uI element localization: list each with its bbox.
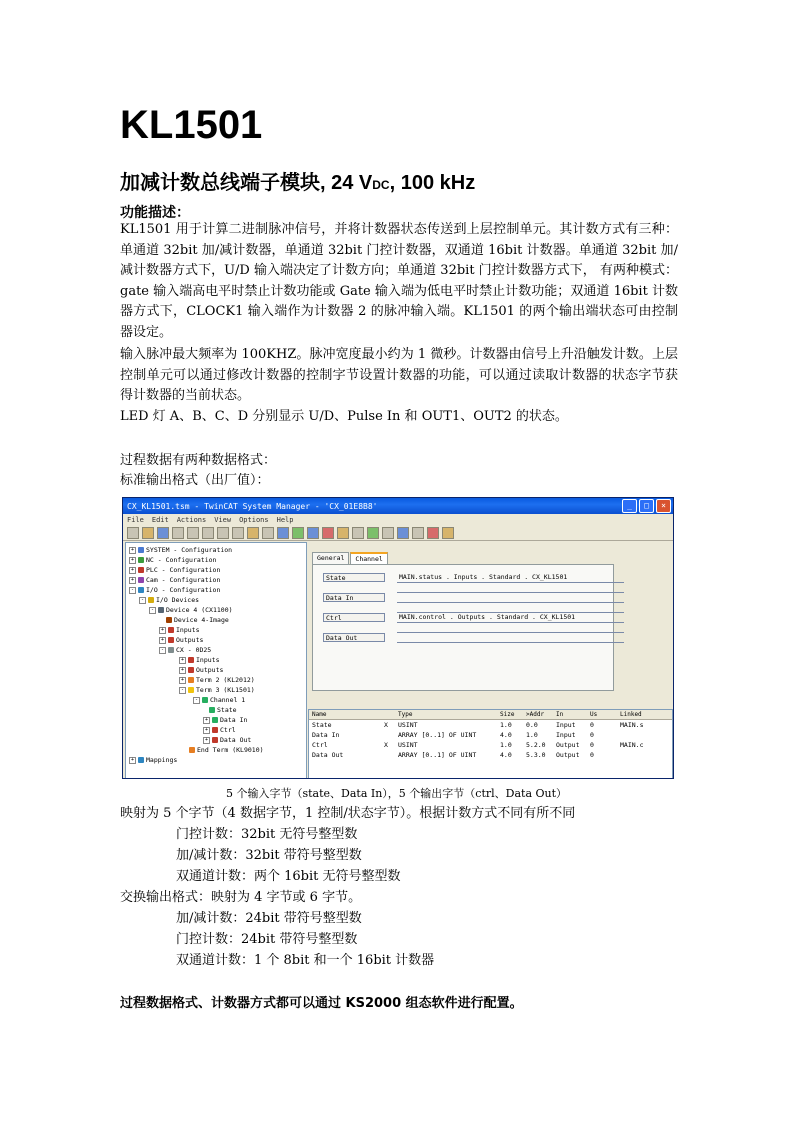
menu-actions[interactable]: Actions (176, 515, 207, 524)
data-in-link-field (397, 593, 624, 603)
column-header[interactable]: In (556, 711, 564, 718)
standard-format-label: 标准输出格式（出厂值）： (120, 473, 270, 488)
tree-item[interactable]: + Outputs (180, 666, 224, 674)
variable-list (308, 709, 673, 779)
target-icon[interactable] (352, 527, 364, 539)
tree-item[interactable]: - Channel 1 (194, 696, 246, 704)
tab-channel[interactable]: Channel (350, 552, 387, 564)
tree-item[interactable]: + Cam - Configuration (130, 576, 221, 584)
close-button[interactable]: × (656, 499, 671, 513)
table-row[interactable]: State X USINT 1.0 0.0 Input 0 MAIN.s (312, 721, 644, 729)
configuration-tree (125, 542, 307, 779)
tree-item[interactable]: + Data In (204, 716, 248, 724)
table-row[interactable]: Ctrl X USINT 1.0 5.2.0 Output 0 MAIN.c (312, 741, 644, 749)
data-out-link-field (397, 633, 624, 643)
find-icon[interactable] (247, 527, 259, 539)
print-icon[interactable] (172, 527, 184, 539)
menu-view[interactable]: View (214, 515, 232, 524)
tree-item[interactable]: - Device 4 (CX1100) (150, 606, 233, 614)
twincat-screenshot (122, 497, 674, 779)
column-header[interactable]: Type (398, 711, 413, 718)
exchange-format: 交换输出格式：映射为 4 字节或 6 字节。 (120, 890, 362, 905)
tree-item[interactable]: + PLC - Configuration (130, 566, 221, 574)
description-paragraph-1: KL1501 用于计算二进制脉冲信号，并将计数器状态传送到上层控制单元。其计数方式有三种：单通道 32bit 加/减计数器，单通道 32bit 门控计数器，双通道 16bit 计数器。单通道 32bit 加/减计数器方式下，U/D 输入端决定了计数方向；单通道 32bit 门控计数器方式下， 有两种模式：gate 输入端高电平时禁止计数功能或 Gate 输入端为低电平时禁止计数功能；双通道 16bit 计数器方式下，CLOCK1 输入端作为计数器 2 的脉冲输入端。KL1501 的两个输出端状态可由控制器设定。 (120, 222, 678, 340)
document-subtitle (120, 166, 475, 195)
check-config-icon[interactable] (292, 527, 304, 539)
state-link-field: MAIN.status . Inputs . Standard . CX_KL1501 (397, 573, 624, 583)
activate-config-icon[interactable] (307, 527, 319, 539)
tree-item[interactable]: + Inputs (180, 656, 220, 664)
std-item-gate: 门控计数：32bit 无符号整型数 (176, 827, 358, 842)
tree-item[interactable]: + SYSTEM - Configuration (130, 546, 233, 554)
tree-item[interactable]: + Data Out (204, 736, 252, 744)
property-pane (308, 542, 671, 706)
settings-icon[interactable] (412, 527, 424, 539)
exch-item-gate: 门控计数：24bit 带符号整型数 (176, 932, 358, 947)
figure-caption: 5 个输入字节（state、Data In），5 个输出字节（ctrl、Data Out） (225, 787, 568, 800)
description-paragraph-2: 输入脉冲最大频率为 100KHZ。脉冲宽度最小约为 1 微秒。计数器由信号上升沿触发计数。上层控制单元可以通过修改计数器的控制字节设置计数器的功能，可以通过读取计数器的状态字节获得计数器的当前状态。 (120, 347, 678, 403)
new-icon[interactable] (127, 527, 139, 539)
exch-item-updown: 加/减计数：24bit 带符号整型数 (176, 911, 362, 926)
exch-item-dual: 双通道计数：1 个 8bit 和一个 16bit 计数器 (176, 953, 435, 968)
document-title: KL1501 (120, 103, 263, 147)
subtitle-main: 加减计数总线端子模块, 24 V (120, 172, 373, 194)
mapping-description: 映射为 5 个字节（4 数据字节，1 控制/状态字节）。根据计数方式不同有所不同 (120, 806, 576, 821)
menu-edit[interactable]: Edit (151, 515, 169, 524)
window-titlebar (123, 498, 673, 514)
minimize-button[interactable]: _ (622, 499, 637, 513)
column-header[interactable] (384, 710, 398, 719)
zoom-icon[interactable] (397, 527, 409, 539)
tab-bar (312, 552, 389, 564)
save-icon[interactable] (157, 527, 169, 539)
function-heading: 功能描述： (120, 205, 190, 221)
tree-item[interactable]: + Mappings (130, 756, 178, 764)
ctrl-button[interactable]: Ctrl (323, 613, 385, 622)
process-data-intro: 过程数据有两种数据格式： (120, 453, 277, 468)
show-online-icon[interactable] (382, 527, 394, 539)
state-link-field-2 (397, 583, 624, 593)
configuration-note: 过程数据格式、计数器方式都可以通过 KS2000 组态软件进行配置。 (120, 996, 523, 1011)
menu-file[interactable]: File (127, 515, 144, 524)
maximize-button[interactable]: □ (639, 499, 654, 513)
generate-mappings-icon[interactable] (277, 527, 289, 539)
tab-general[interactable]: General (312, 552, 349, 564)
channel-panel (312, 564, 614, 691)
toolbar (123, 525, 673, 541)
tree-item[interactable]: + Outputs (160, 636, 204, 644)
copy-icon[interactable] (217, 527, 229, 539)
menu-options[interactable]: Options (239, 515, 269, 524)
std-item-updown: 加/减计数：32bit 带符号整型数 (176, 848, 362, 863)
tree-item[interactable]: - I/O Devices (140, 596, 200, 604)
open-icon[interactable] (142, 527, 154, 539)
data-out-button[interactable]: Data Out (323, 633, 385, 642)
table-row[interactable]: Data Out ARRAY [0..1] OF UINT 4.0 5.3.0 Output 0 (312, 751, 594, 759)
cut-icon[interactable] (202, 527, 214, 539)
tree-item[interactable]: + Ctrl (204, 726, 236, 734)
subtitle-tail: , 100 kHz (389, 172, 476, 194)
tree-item[interactable]: - I/O - Configuration (130, 586, 221, 594)
menu-help[interactable]: Help (276, 515, 294, 524)
subtitle-subscript: DC (372, 178, 390, 192)
preview-icon[interactable] (187, 527, 199, 539)
tree-item[interactable]: + Term 2 (KL2012) (180, 676, 255, 684)
undo-icon[interactable] (262, 527, 274, 539)
scan-devices-icon[interactable] (337, 527, 349, 539)
state-button[interactable]: State (323, 573, 385, 582)
tree-item[interactable]: State (209, 706, 237, 714)
tree-item[interactable]: End Term (KL9010) (189, 746, 264, 754)
help-icon[interactable] (442, 527, 454, 539)
tree-item[interactable]: - CX - 0D25 (160, 646, 212, 654)
data-in-link-field-2 (397, 603, 624, 613)
std-item-dual: 双通道计数：两个 16bit 无符号整型数 (176, 869, 401, 884)
tree-item[interactable]: Device 4-Image (166, 616, 229, 624)
ctrl-link-field: MAIN.control . Outputs . Standard . CX_KL1501 (397, 613, 624, 623)
led-description: LED 灯 A、B、C、D 分别显示 U/D、Pulse In 和 OUT1、OUT2 的状态。 (120, 409, 568, 424)
column-header[interactable]: Name (312, 711, 327, 718)
toggle-freerun-icon[interactable] (367, 527, 379, 539)
menu-bar (123, 514, 673, 525)
column-header[interactable]: >Addr (526, 711, 545, 718)
stop-icon[interactable] (427, 527, 439, 539)
restart-icon[interactable] (322, 527, 334, 539)
ctrl-link-field-2 (397, 623, 624, 633)
tree-item[interactable]: + Inputs (160, 626, 200, 634)
column-header[interactable]: Linked (620, 711, 642, 718)
column-header[interactable]: Size (500, 711, 515, 718)
data-in-button[interactable]: Data In (323, 593, 385, 602)
window-title: CX_KL1501.tsm - TwinCAT System Manager - 'CX_01E8B8' (127, 501, 378, 511)
list-header (309, 710, 672, 720)
tree-item[interactable]: - Term 3 (KL1501) (180, 686, 255, 694)
tree-item[interactable]: + NC - Configuration (130, 556, 217, 564)
column-header[interactable]: Us (590, 711, 598, 718)
table-row[interactable]: Data In ARRAY [0..1] OF UINT 4.0 1.0 Input 0 (312, 731, 594, 739)
paste-icon[interactable] (232, 527, 244, 539)
